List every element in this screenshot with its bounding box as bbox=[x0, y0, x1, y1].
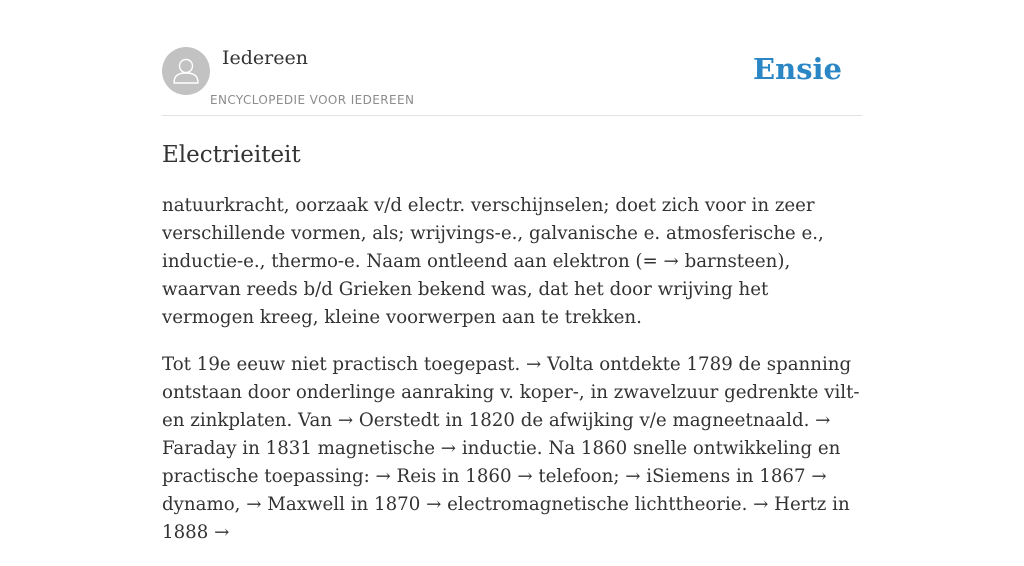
article-body bbox=[162, 192, 862, 566]
username[interactable]: Iedereen bbox=[222, 47, 308, 69]
avatar[interactable] bbox=[162, 47, 210, 95]
tagline: ENCYCLOPEDIE VOOR IEDEREEN bbox=[210, 93, 415, 107]
paragraph: Tot 19e eeuw niet practisch toegepast. → Volta ontdekte 1789 de spanning ontstaan door onderlinge aanraking v. koper-, in zwavelzuur gedrenkte vilt- en zinkplaten. Van → Oerstedt in 1820 de afwijking v/e magneetnaald. → Faraday in 1831 magnetische → inductie. Na 1860 snelle ontwikkeling en practische toepassing: → Reis in 1860 → telefoon; → iSiemens in 1867 → dynamo, → Maxwell in 1870 → electromagnetische lichttheorie. → Hertz in 1888 → bbox=[162, 354, 860, 543]
article-title: Electrieiteit bbox=[162, 142, 301, 168]
header-divider bbox=[162, 115, 862, 116]
brand-logo[interactable]: Ensie bbox=[753, 52, 842, 86]
paragraph: natuurkracht, oorzaak v/d electr. verschijnselen; doet zich voor in zeer verschillende vormen, als; wrijvings-e., galvanische e. atmosferische e., inductie-e., thermo-e. Naam ontleend aan elektron (= → barnsteen), waarvan reeds b/d Grieken bekend was, dat het door wrijving het vermogen kreeg, kleine voorwerpen aan te trekken. bbox=[162, 195, 824, 328]
user-icon bbox=[162, 47, 210, 95]
